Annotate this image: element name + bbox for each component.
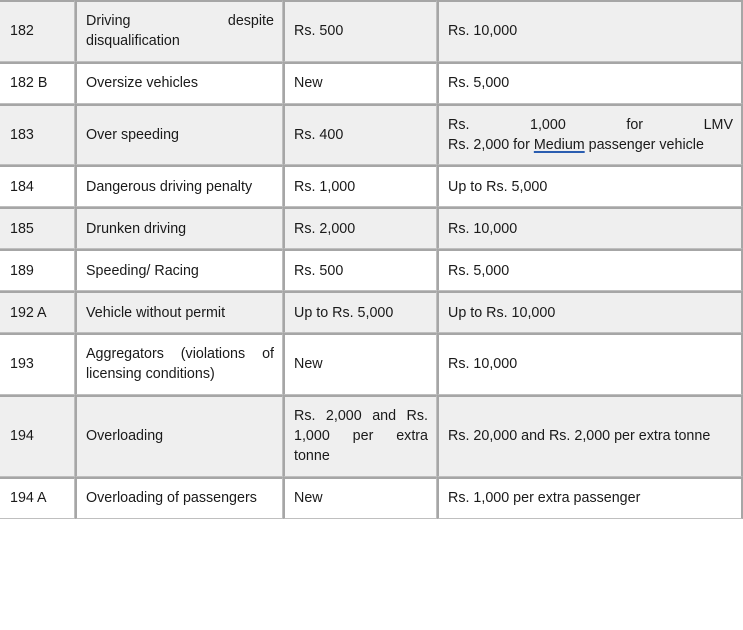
cell-offence: Overloading <box>75 395 283 477</box>
cell-old-penalty: Rs. 1,000 <box>283 165 437 207</box>
cell-new-penalty: Rs. 5,000 <box>437 249 743 291</box>
cell-old-penalty: Rs. 2,000 <box>283 207 437 249</box>
cell-new-penalty: Rs. 1,000 per extra passenger <box>437 477 743 519</box>
cell-offence: Driving despite disqualification <box>75 0 283 62</box>
table-row <box>0 0 743 62</box>
table-row <box>0 477 743 519</box>
cell-section: 185 <box>0 207 75 249</box>
table-row <box>0 62 743 104</box>
cell-offence: Aggregators (violations of licensing conditions) <box>75 333 283 395</box>
cell-section: 183 <box>0 104 75 166</box>
cell-new-penalty: Rs. 10,000 <box>437 207 743 249</box>
cell-section: 194 A <box>0 477 75 519</box>
cell-section: 194 <box>0 395 75 477</box>
cell-new-penalty: Up to Rs. 10,000 <box>437 291 743 333</box>
cell-old-penalty: New <box>283 333 437 395</box>
cell-old-penalty: Rs. 400 <box>283 104 437 166</box>
cell-old-penalty: Rs. 500 <box>283 249 437 291</box>
cell-section: 184 <box>0 165 75 207</box>
new-penalty-line-2-suffix: passenger vehicle <box>584 136 704 153</box>
new-penalty-line-1: Rs. 1,000 for LMV <box>448 116 733 133</box>
cell-offence: Drunken driving <box>75 207 283 249</box>
table-row <box>0 104 743 166</box>
table-row <box>0 207 743 249</box>
cell-section: 182 B <box>0 62 75 104</box>
spellcheck-marked-word: Medium <box>533 136 585 153</box>
cell-offence: Vehicle without permit <box>75 291 283 333</box>
cell-new-penalty: Rs. 20,000 and Rs. 2,000 per extra tonne <box>437 395 743 477</box>
cell-new-penalty: Rs. 10,000 <box>437 333 743 395</box>
cell-new-penalty: Rs. 5,000 <box>437 62 743 104</box>
table-row <box>0 165 743 207</box>
cell-offence: Overloading of passengers <box>75 477 283 519</box>
table-row <box>0 249 743 291</box>
cell-section: 193 <box>0 333 75 395</box>
cell-old-penalty: Up to Rs. 5,000 <box>283 291 437 333</box>
cell-new-penalty: Up to Rs. 5,000 <box>437 165 743 207</box>
cell-offence: Speeding/ Racing <box>75 249 283 291</box>
table-row <box>0 395 743 477</box>
cell-section: 182 <box>0 0 75 62</box>
cell-old-penalty: Rs. 2,000 and Rs. 1,000 per extra tonne <box>283 395 437 477</box>
new-penalty-line-2 <box>448 135 733 155</box>
table-row <box>0 291 743 333</box>
cell-section: 189 <box>0 249 75 291</box>
cell-section: 192 A <box>0 291 75 333</box>
cell-offence: Oversize vehicles <box>75 62 283 104</box>
cell-old-penalty: New <box>283 477 437 519</box>
cell-new-penalty <box>437 104 743 166</box>
cell-offence: Over speeding <box>75 104 283 166</box>
cell-old-penalty: Rs. 500 <box>283 0 437 62</box>
cell-offence: Dangerous driving penalty <box>75 165 283 207</box>
cell-old-penalty: New <box>283 62 437 104</box>
table-row <box>0 333 743 395</box>
new-penalty-line-2-prefix: Rs. 2,000 for <box>448 136 534 153</box>
cell-new-penalty: Rs. 10,000 <box>437 0 743 62</box>
